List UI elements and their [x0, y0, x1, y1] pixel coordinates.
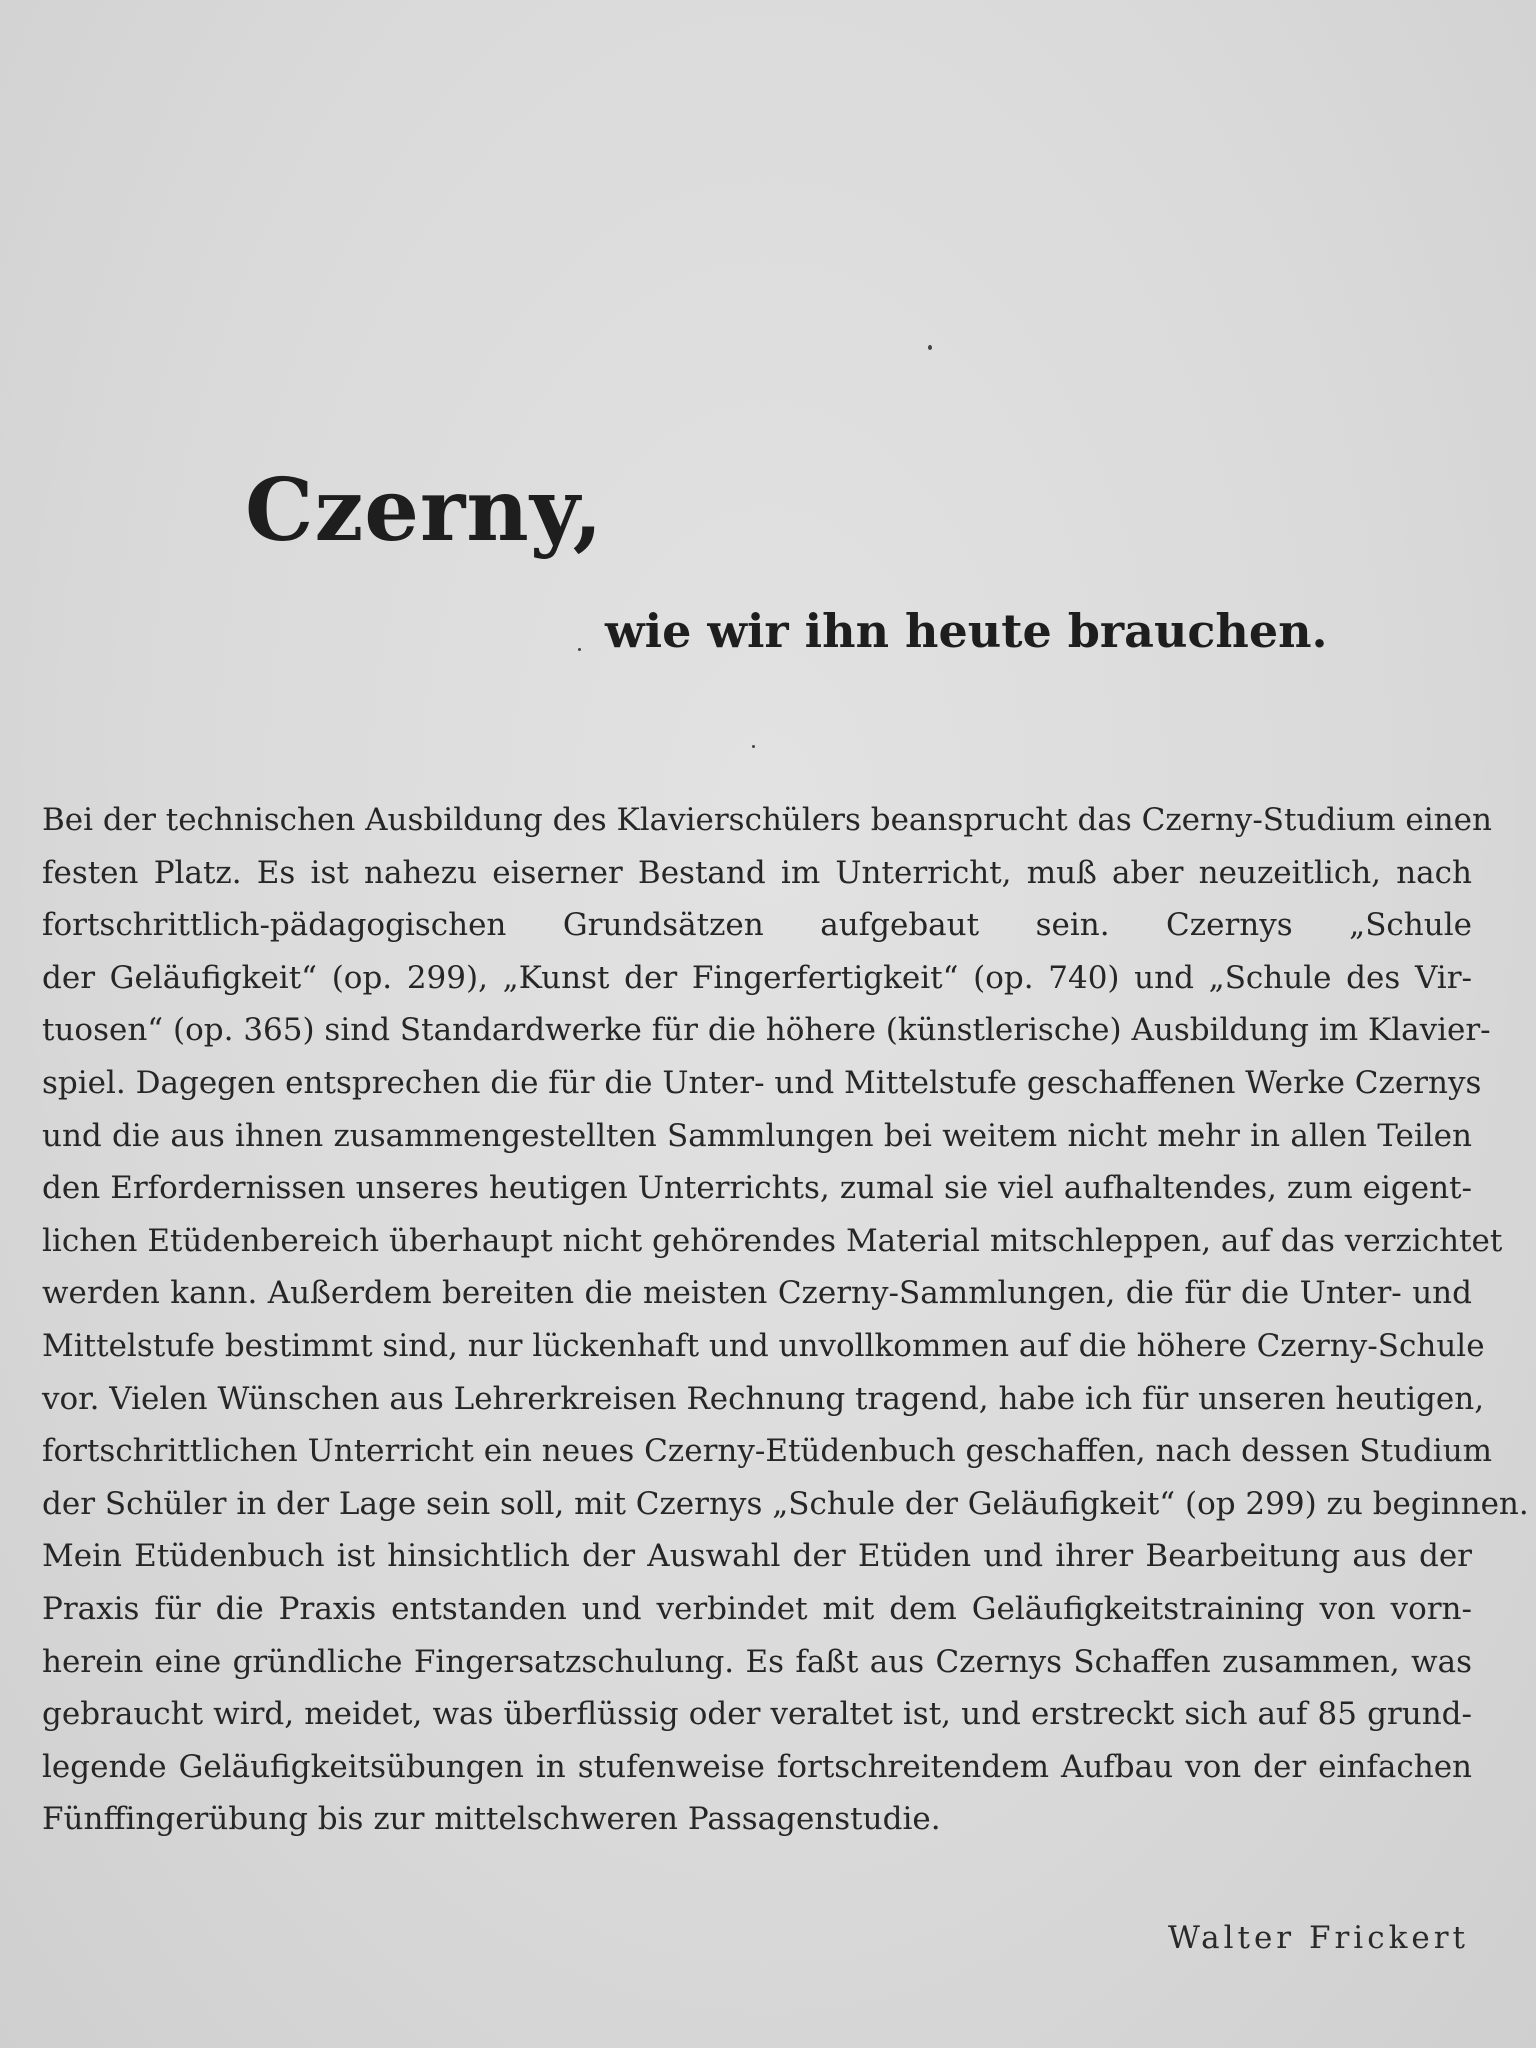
text-line: spiel. Dagegen entsprechen die für die Unter- und Mittelstufe geschaffenen Werke Czernys — [42, 1064, 1482, 1101]
text-line: legende Geläufigkeitsübungen in stufenweise fortschreitendem Aufbau von der einfachen — [42, 1748, 1472, 1785]
paper-speck — [928, 345, 932, 350]
paper-speck — [578, 648, 581, 651]
text-line: Fünffingerübung bis zur mittelschweren Passagenstudie. — [42, 1801, 941, 1838]
text-line: fortschrittlichen Unterricht ein neues Czerny-Etüdenbuch geschaffen, nach dessen Studium — [42, 1433, 1493, 1470]
body-paragraph — [42, 794, 1529, 1846]
text-line: vor. Vielen Wünschen aus Lehrerkreisen Rechnung tragend, habe ich für unseren heutigen, — [42, 1380, 1485, 1417]
text-line: tuosen“ (op. 365) sind Standardwerke für die höhere (künstlerische) Ausbildung im Klavier- — [42, 1012, 1491, 1049]
text-line: herein eine gründliche Fingersatzschulung. Es faßt aus Czernys Schaffen zusammen, was — [42, 1643, 1472, 1680]
page-title: Czerny, — [245, 460, 604, 561]
page-subtitle: wie wir ihn heute brauchen. — [605, 604, 1328, 658]
text-line: lichen Etüdenbereich überhaupt nicht gehörendes Material mitschleppen, auf das verzichtet — [42, 1222, 1503, 1259]
text-line: fortschrittlich-pädagogischen Grundsätzen aufgebaut sein. Czernys „Schule — [42, 907, 1472, 944]
text-line: Bei der technischen Ausbildung des Klavierschülers beansprucht das Czerny-Studium einen — [42, 802, 1492, 838]
text-line: der Geläufigkeit“ (op. 299), „Kunst der Fingerfertigkeit“ (op. 740) und „Schule des Vir- — [42, 959, 1472, 996]
text-line: den Erfordernissen unseres heutigen Unterrichts, zumal sie viel aufhaltendes, zum eigent- — [42, 1170, 1472, 1207]
text-line: gebraucht wird, meidet, was überflüssig oder veraltet ist, und erstreckt sich auf 85 grund- — [42, 1696, 1472, 1733]
author-signature: Walter Frickert — [1167, 1920, 1469, 1956]
text-line: Mein Etüdenbuch ist hinsichtlich der Auswahl der Etüden und ihrer Bearbeitung aus der — [42, 1538, 1472, 1575]
text-line: festen Platz. Es ist nahezu eiserner Bestand im Unterricht, muß aber neuzeitlich, nach — [42, 854, 1472, 891]
text-line: der Schüler in der Lage sein soll, mit Czernys „Schule der Geläufigkeit“ (op 299) zu beginnen. — [42, 1485, 1529, 1522]
text-line: werden kann. Außerdem bereiten die meisten Czerny-Sammlungen, die für die Unter- und — [42, 1275, 1472, 1312]
text-line: und die aus ihnen zusammengestellten Sammlungen bei weitem nicht mehr in allen Teilen — [42, 1117, 1472, 1154]
text-line: Praxis für die Praxis entstanden und verbindet mit dem Geläufigkeitstraining von vorn- — [42, 1590, 1472, 1627]
text-line: Mittelstufe bestimmt sind, nur lückenhaft und unvollkommen auf die höhere Czerny-Schule — [42, 1327, 1485, 1364]
paper-speck — [752, 745, 755, 748]
